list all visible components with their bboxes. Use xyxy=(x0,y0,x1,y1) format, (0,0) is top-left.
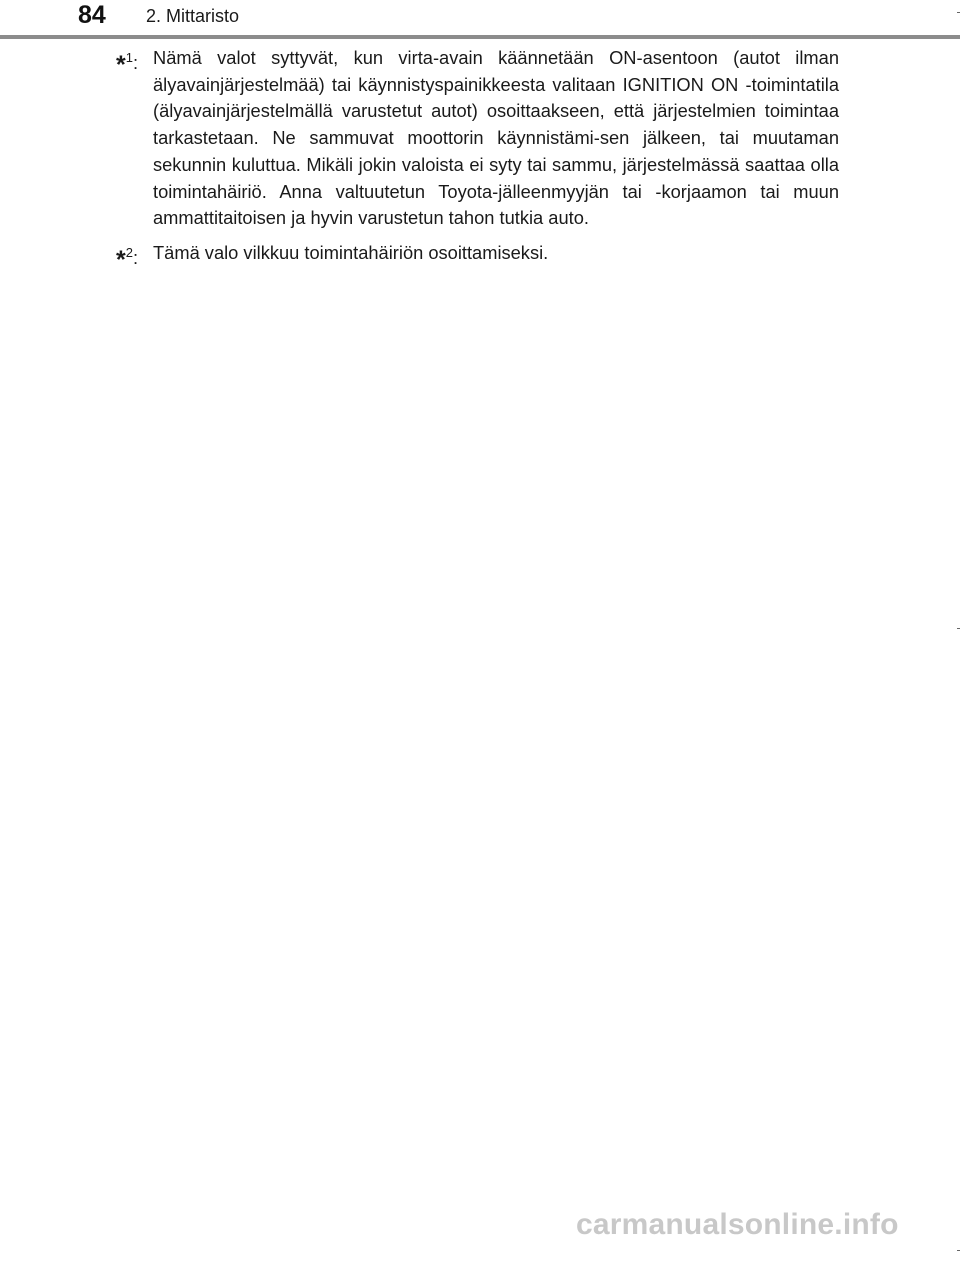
footnote-2 xyxy=(116,240,839,272)
footnote-separator: : xyxy=(132,52,139,73)
footnote-number: 1 xyxy=(125,50,133,65)
footnote-separator: : xyxy=(132,246,139,268)
watermark: carmanualsonline.info xyxy=(576,1208,899,1241)
section-title: 2. Mittaristo xyxy=(146,6,240,26)
footnote-number: 2 xyxy=(125,244,133,260)
footnote-text: Nämä valot syttyvät, kun virta-avain käännetään ON-asentoon (autot ilman älyavainjärjestelmää) tai käynnistyspainikkeesta valitaan IGNITION ON -toimintatila (älyavainjärjestelmällä varustetut autot) osoittaakseen, että järjestelmien toimintaa tarkastetaan. Ne sammuvat moottorin käynnistämi-sen jälkeen, tai muutaman sekunnin kuluttua. Mikäli jokin valoista ei syty tai sammu, järjestelmässä saattaa olla toimintahäiriö. Anna valtuutetun Toyota-jälleenmyyjän tai -korjaamon tai muun ammattitaitoisen ja hyvin varustetun tahon tutkia auto. xyxy=(153,47,839,229)
page-number: 84 xyxy=(78,1,106,29)
footnote-marker xyxy=(116,240,153,272)
footnote-asterisk: * xyxy=(116,51,126,79)
footnote-1 xyxy=(116,45,839,232)
footnote-marker xyxy=(116,45,153,232)
footnote-asterisk: * xyxy=(116,245,126,274)
footnote-list xyxy=(116,45,839,280)
header-rule xyxy=(0,35,960,39)
footnote-text: Tämä valo vilkkuu toimintahäiriön osoittamiseksi. xyxy=(153,241,549,263)
